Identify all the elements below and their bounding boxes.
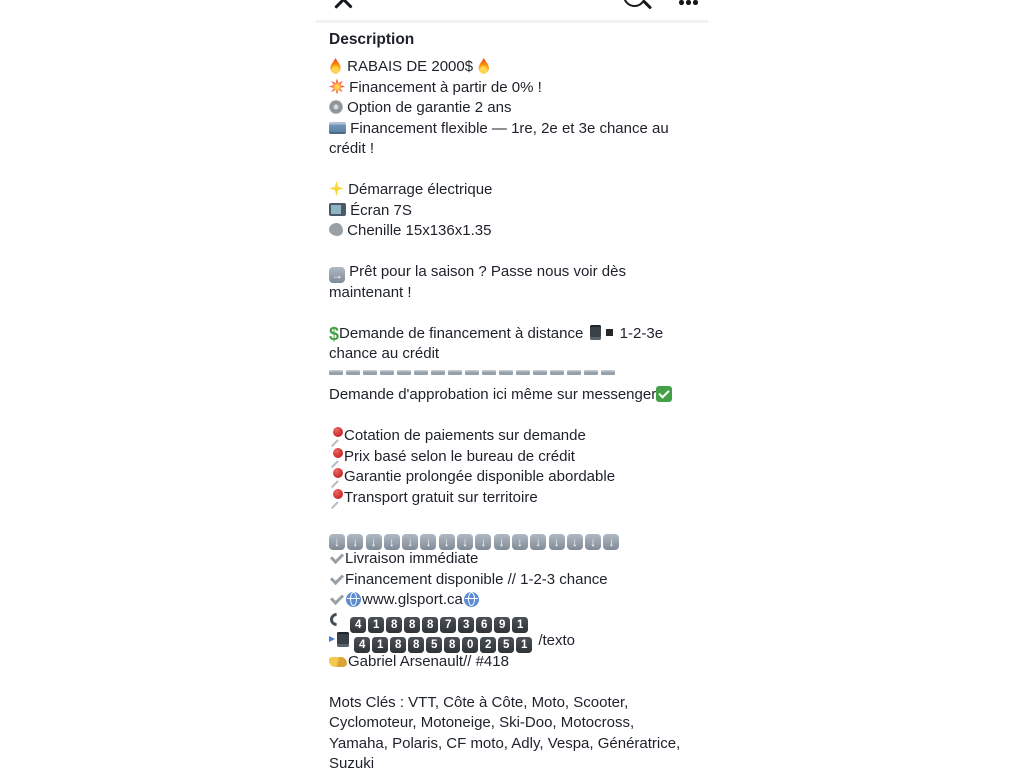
arrow-curve-down-icon: ↓ [420,534,436,550]
description-line [329,488,680,509]
description-line [329,713,680,734]
mobile-arrow-icon [337,632,349,647]
description-line [329,262,680,283]
keycap-digit-icon: 8 [408,637,424,653]
right-arrow-icon: → [331,268,343,282]
minus-icon [380,370,394,375]
description-line [329,734,680,755]
description-line [329,754,680,775]
description-line [329,652,680,673]
minus-icon [601,370,615,375]
minus-icon [499,370,513,375]
arrow-curve-down-icon: ↓ [512,534,528,550]
section-title: Description [329,31,415,48]
description-line [329,78,680,99]
description-line [329,611,680,632]
arrow-curve-down-icon: ↓ [530,534,546,550]
text-run: Cotation de paiements sur demande [344,427,586,444]
description-line [329,365,680,386]
top-bar [316,0,708,21]
text-run: Garantie prolongée disponible abordable [344,468,616,485]
small-square-icon [606,329,613,336]
check-gray-icon [329,571,345,586]
minus-icon [397,370,411,375]
text-run: Cyclomoteur, Motoneige, Ski-Doo, Motocross, [329,714,635,731]
pushpin-icon [329,489,343,505]
description-line [329,57,680,78]
keycap-digit-icon: 8 [390,637,406,653]
description-line [329,119,680,140]
description-line [329,221,680,242]
text-run: Financement à partir de 0% ! [345,78,542,96]
burst-icon [329,79,345,95]
text-run: Yamaha, Polaris, CF moto, Adly, Vespa, Génératrice, [329,734,681,752]
arrow-curve-down-icon: ↓ [549,534,565,550]
pushpin-icon [329,427,343,443]
text-run: Option de garantie 2 ans [343,99,512,116]
description-line [329,406,680,427]
description-line [329,508,680,529]
minus-icon [533,370,547,375]
description-line [329,344,680,365]
arrow-curve-down-icon: ↓ [603,534,619,550]
biceps-icon [329,223,343,236]
arrow-curve-down-icon: ↓ [402,534,418,550]
text-run: Suzuki [329,755,375,772]
mobile-phone-icon [590,325,601,340]
minus-icon [465,370,479,375]
globe-icon [346,592,361,607]
arrow-curve-down-icon: ↓ [475,534,491,550]
description-line [329,467,680,488]
arrow-curve-down-icon: ↓ [384,534,400,550]
keycap-digit-icon: 2 [480,637,496,653]
listing-detail-panel [316,0,708,772]
text-run: Financement flexible — 1re, 2e et 3e chance au [346,119,669,137]
keycap-digit-icon: 4 [350,617,366,633]
description-line [329,570,680,591]
minus-icon [482,370,496,375]
search-icon[interactable] [623,0,646,7]
description-text [329,57,680,775]
text-run: Livraison immédiate [345,550,479,567]
tv-icon [329,203,346,216]
description-line [329,447,680,468]
text-run: /texto [534,632,576,649]
arrow-curve-down-icon: ↓ [457,534,473,550]
check-green-icon [656,386,672,402]
description-line [329,324,680,345]
minus-icon [448,370,462,375]
description-line [329,242,680,263]
text-run: Transport gratuit sur territoire [344,488,538,506]
description-line [329,426,680,447]
text-run: Prêt pour la saison ? Passe nous voir dès [345,263,626,280]
pushpin-icon [329,448,343,464]
keycap-digit-icon: 5 [426,637,442,653]
keycap-digit-icon: 8 [444,637,460,653]
description-line [329,201,680,222]
check-gray-icon [329,591,345,606]
keycap-digit-icon: 1 [372,637,388,653]
top-divider [316,20,708,23]
description-line [329,693,680,714]
text-run: crédit ! [329,140,375,157]
keycap-digit-icon: 7 [440,617,456,633]
flame-icon [477,58,490,74]
minus-icon [516,370,530,375]
sparkles-icon [329,181,344,196]
description-line [329,139,680,160]
text-run: Demande de financement à distance [339,324,588,342]
description-line [329,631,680,652]
description-line [329,385,680,406]
description-line [329,303,680,324]
keycap-digit-icon: 8 [386,617,402,633]
gear-icon [329,100,343,114]
dollar-icon: $ [329,323,340,344]
minus-icon [567,370,581,375]
description-line [329,180,680,201]
description-line [329,672,680,693]
arrow-curve-down-icon: ↓ [329,534,345,550]
text-run: Écran 7S [346,201,412,219]
arrow-curve-down-icon: ↓ [567,534,583,550]
arrow-curve-down-icon: ↓ [347,534,363,550]
text-run: Mots Clés : VTT, Côte à Côte, Moto, Scooter, [329,693,629,711]
minus-icon [363,370,377,375]
minus-icon [431,370,445,375]
description-line [329,590,680,611]
close-icon[interactable] [333,0,354,10]
minus-icon [346,370,360,375]
receiver-icon [329,612,344,627]
arrow-curve-down-icon: ↓ [439,534,455,550]
minus-icon [584,370,598,375]
minus-icon [414,370,428,375]
keycap-digit-icon: 6 [476,617,492,633]
keycap-digit-icon: 8 [422,617,438,633]
minus-icon [329,370,343,375]
arrow-curve-down-icon: ↓ [366,534,382,550]
credit-card-icon [329,122,346,134]
flame-icon [329,58,342,74]
description-line [329,160,680,181]
description-line [329,283,680,304]
keycap-digit-icon: 1 [368,617,384,633]
keycap-digit-icon: 9 [494,617,510,633]
description-line [329,529,680,550]
text-run: Prix basé selon le bureau de crédit [344,447,575,465]
text-run: www.glsport.ca [362,591,463,608]
pushpin-icon [329,468,343,484]
text-run: chance au crédit [329,345,440,362]
handshake-icon [329,657,347,667]
arrow-curve-down-icon: ↓ [494,534,510,550]
keycap-digit-icon: 3 [458,617,474,633]
text-run: RABAIS DE 2000$ [343,58,478,75]
keycap-digit-icon: 1 [512,617,528,633]
keycap-digit-icon: 4 [354,637,370,653]
text-run: Demande d'approbation ici même sur messenger [329,386,657,403]
text-run: 1-2-3e [615,324,664,342]
more-options-icon[interactable] [679,0,699,6]
description-line [329,98,680,119]
text-run: Démarrage électrique [344,181,493,198]
text-run: maintenant ! [329,283,412,301]
keycap-digit-icon: 8 [404,617,420,633]
text-run: Financement disponible // 1-2-3 chance [345,570,608,588]
arrow-curve-down-icon: ↓ [585,534,601,550]
text-run: Gabriel Arsenault// #418 [348,652,509,670]
text-run: Chenille 15x136x1.35 [343,222,492,239]
keycap-digit-icon: 5 [498,637,514,653]
keycap-digit-icon: 0 [462,637,478,653]
keycap-digit-icon: 1 [516,637,532,653]
globe-icon [464,592,479,607]
check-gray-icon [329,550,345,565]
description-line [329,549,680,570]
minus-icon [550,370,564,375]
